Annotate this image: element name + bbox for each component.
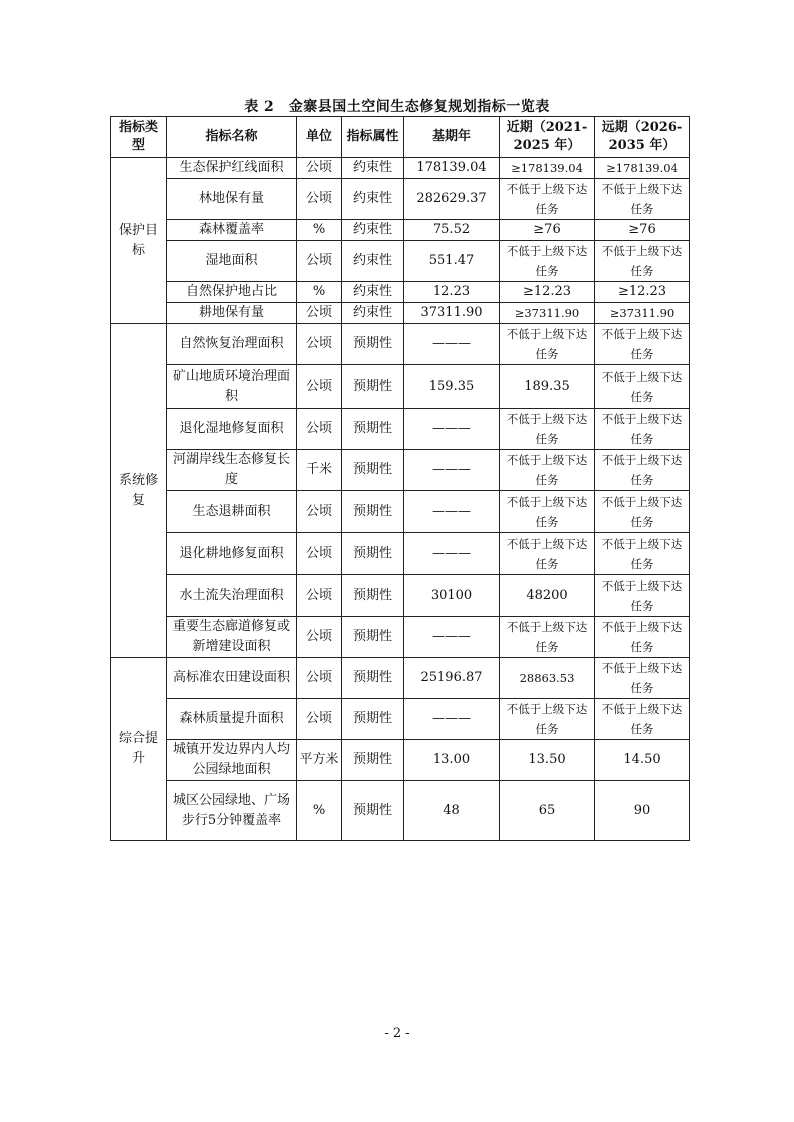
cell-near: 不低于上级下达任务 bbox=[500, 491, 595, 533]
cell-far: 不低于上级下达任务 bbox=[595, 450, 690, 491]
cell-unit: 公顷 bbox=[297, 491, 342, 533]
header-attr: 指标属性 bbox=[342, 117, 404, 158]
cell-attr: 预期性 bbox=[342, 781, 404, 841]
cell-attr: 预期性 bbox=[342, 575, 404, 617]
table-row bbox=[111, 533, 690, 575]
table-row bbox=[111, 324, 690, 365]
cell-name: 河湖岸线生态修复长度 bbox=[167, 450, 297, 491]
cell-base: 12.23 bbox=[404, 282, 500, 303]
header-name: 指标名称 bbox=[167, 117, 297, 158]
cell-unit: 公顷 bbox=[297, 575, 342, 617]
table-row bbox=[111, 220, 690, 241]
cell-far: 不低于上级下达任务 bbox=[595, 324, 690, 365]
cell-attr: 预期性 bbox=[342, 365, 404, 409]
cell-name: 高标准农田建设面积 bbox=[167, 658, 297, 699]
cell-base: ——— bbox=[404, 491, 500, 533]
cell-name: 退化耕地修复面积 bbox=[167, 533, 297, 575]
cell-unit: % bbox=[297, 220, 342, 241]
header-unit: 单位 bbox=[297, 117, 342, 158]
cell-base: 178139.04 bbox=[404, 158, 500, 179]
cell-near: 不低于上级下达任务 bbox=[500, 533, 595, 575]
cell-near: 65 bbox=[500, 781, 595, 841]
cell-unit: 平方米 bbox=[297, 740, 342, 781]
cell-name: 重要生态廊道修复或新增建设面积 bbox=[167, 617, 297, 658]
cell-name: 城区公园绿地、广场步行5分钟覆盖率 bbox=[167, 781, 297, 841]
cell-name: 森林覆盖率 bbox=[167, 220, 297, 241]
cell-base: 30100 bbox=[404, 575, 500, 617]
cell-near: 28863.53 bbox=[500, 658, 595, 699]
table-row bbox=[111, 282, 690, 303]
cell-near: 不低于上级下达任务 bbox=[500, 699, 595, 740]
cell-base: ——— bbox=[404, 324, 500, 365]
cell-unit: 公顷 bbox=[297, 303, 342, 324]
header-type: 指标类型 bbox=[111, 117, 167, 158]
cell-near: ≥37311.90 bbox=[500, 303, 595, 324]
cell-base: 75.52 bbox=[404, 220, 500, 241]
cell-unit: 公顷 bbox=[297, 658, 342, 699]
cell-near: 不低于上级下达任务 bbox=[500, 450, 595, 491]
cell-attr: 约束性 bbox=[342, 220, 404, 241]
table-row bbox=[111, 781, 690, 841]
cell-name: 矿山地质环境治理面积 bbox=[167, 365, 297, 409]
cell-near: 不低于上级下达任务 bbox=[500, 324, 595, 365]
cell-name: 生态保护红线面积 bbox=[167, 158, 297, 179]
cell-name: 湿地面积 bbox=[167, 241, 297, 282]
table-row bbox=[111, 617, 690, 658]
cell-far: 不低于上级下达任务 bbox=[595, 658, 690, 699]
category-cell: 系统修复 bbox=[111, 324, 167, 658]
cell-far: 不低于上级下达任务 bbox=[595, 699, 690, 740]
cell-base: ——— bbox=[404, 450, 500, 491]
table-row bbox=[111, 409, 690, 450]
table-body bbox=[111, 158, 690, 841]
cell-unit: 公顷 bbox=[297, 617, 342, 658]
indicator-table bbox=[110, 116, 690, 841]
cell-far: ≥37311.90 bbox=[595, 303, 690, 324]
table-row bbox=[111, 699, 690, 740]
table-row bbox=[111, 450, 690, 491]
cell-far: 不低于上级下达任务 bbox=[595, 179, 690, 220]
table-row bbox=[111, 491, 690, 533]
cell-attr: 预期性 bbox=[342, 450, 404, 491]
table-title: 表 2 金寨县国土空间生态修复规划指标一览表 bbox=[244, 99, 550, 115]
table-row bbox=[111, 658, 690, 699]
cell-far: ≥178139.04 bbox=[595, 158, 690, 179]
cell-base: ——— bbox=[404, 617, 500, 658]
cell-near: ≥76 bbox=[500, 220, 595, 241]
table-row bbox=[111, 575, 690, 617]
cell-name: 自然恢复治理面积 bbox=[167, 324, 297, 365]
cell-attr: 预期性 bbox=[342, 617, 404, 658]
cell-attr: 预期性 bbox=[342, 533, 404, 575]
category-cell: 保护目标 bbox=[111, 158, 167, 324]
cell-name: 生态退耕面积 bbox=[167, 491, 297, 533]
table-row bbox=[111, 179, 690, 220]
cell-far: 不低于上级下达任务 bbox=[595, 617, 690, 658]
cell-base: 282629.37 bbox=[404, 179, 500, 220]
cell-attr: 约束性 bbox=[342, 303, 404, 324]
cell-base: 159.35 bbox=[404, 365, 500, 409]
cell-name: 耕地保有量 bbox=[167, 303, 297, 324]
cell-name: 水土流失治理面积 bbox=[167, 575, 297, 617]
cell-unit: 公顷 bbox=[297, 699, 342, 740]
cell-unit: % bbox=[297, 781, 342, 841]
cell-name: 城镇开发边界内人均公园绿地面积 bbox=[167, 740, 297, 781]
cell-base: ——— bbox=[404, 409, 500, 450]
cell-base: 551.47 bbox=[404, 241, 500, 282]
cell-attr: 预期性 bbox=[342, 409, 404, 450]
cell-far: 不低于上级下达任务 bbox=[595, 241, 690, 282]
cell-name: 退化湿地修复面积 bbox=[167, 409, 297, 450]
table-row bbox=[111, 158, 690, 179]
cell-base: 37311.90 bbox=[404, 303, 500, 324]
cell-name: 森林质量提升面积 bbox=[167, 699, 297, 740]
table-row bbox=[111, 740, 690, 781]
header-near: 近期（2021-2025 年） bbox=[500, 117, 595, 158]
category-cell: 综合提升 bbox=[111, 658, 167, 841]
header-row bbox=[111, 117, 690, 158]
cell-unit: 公顷 bbox=[297, 158, 342, 179]
page-number: - 2 - bbox=[384, 1026, 410, 1041]
cell-near: 不低于上级下达任务 bbox=[500, 617, 595, 658]
cell-attr: 预期性 bbox=[342, 699, 404, 740]
cell-attr: 约束性 bbox=[342, 179, 404, 220]
cell-unit: 千米 bbox=[297, 450, 342, 491]
cell-far: 不低于上级下达任务 bbox=[595, 575, 690, 617]
cell-unit: 公顷 bbox=[297, 409, 342, 450]
table-row bbox=[111, 365, 690, 409]
cell-unit: 公顷 bbox=[297, 179, 342, 220]
cell-unit: % bbox=[297, 282, 342, 303]
cell-near: 不低于上级下达任务 bbox=[500, 409, 595, 450]
cell-far: 不低于上级下达任务 bbox=[595, 365, 690, 409]
cell-near: 不低于上级下达任务 bbox=[500, 179, 595, 220]
cell-attr: 预期性 bbox=[342, 658, 404, 699]
cell-attr: 约束性 bbox=[342, 282, 404, 303]
cell-unit: 公顷 bbox=[297, 533, 342, 575]
cell-near: 不低于上级下达任务 bbox=[500, 241, 595, 282]
cell-unit: 公顷 bbox=[297, 365, 342, 409]
cell-far: ≥12.23 bbox=[595, 282, 690, 303]
cell-base: ——— bbox=[404, 699, 500, 740]
cell-near: ≥178139.04 bbox=[500, 158, 595, 179]
cell-attr: 约束性 bbox=[342, 158, 404, 179]
cell-near: 189.35 bbox=[500, 365, 595, 409]
cell-attr: 约束性 bbox=[342, 241, 404, 282]
cell-near: ≥12.23 bbox=[500, 282, 595, 303]
table-row bbox=[111, 241, 690, 282]
cell-base: 25196.87 bbox=[404, 658, 500, 699]
cell-unit: 公顷 bbox=[297, 241, 342, 282]
table-row bbox=[111, 303, 690, 324]
cell-attr: 预期性 bbox=[342, 324, 404, 365]
header-base: 基期年 bbox=[404, 117, 500, 158]
cell-base: 48 bbox=[404, 781, 500, 841]
cell-base: 13.00 bbox=[404, 740, 500, 781]
cell-near: 48200 bbox=[500, 575, 595, 617]
cell-name: 林地保有量 bbox=[167, 179, 297, 220]
header-far: 远期（2026-2035 年） bbox=[595, 117, 690, 158]
cell-far: 90 bbox=[595, 781, 690, 841]
cell-far: 不低于上级下达任务 bbox=[595, 533, 690, 575]
cell-attr: 预期性 bbox=[342, 491, 404, 533]
cell-far: 不低于上级下达任务 bbox=[595, 491, 690, 533]
cell-base: ——— bbox=[404, 533, 500, 575]
cell-unit: 公顷 bbox=[297, 324, 342, 365]
cell-far: 14.50 bbox=[595, 740, 690, 781]
cell-attr: 预期性 bbox=[342, 740, 404, 781]
cell-far: 不低于上级下达任务 bbox=[595, 409, 690, 450]
cell-near: 13.50 bbox=[500, 740, 595, 781]
cell-name: 自然保护地占比 bbox=[167, 282, 297, 303]
cell-far: ≥76 bbox=[595, 220, 690, 241]
